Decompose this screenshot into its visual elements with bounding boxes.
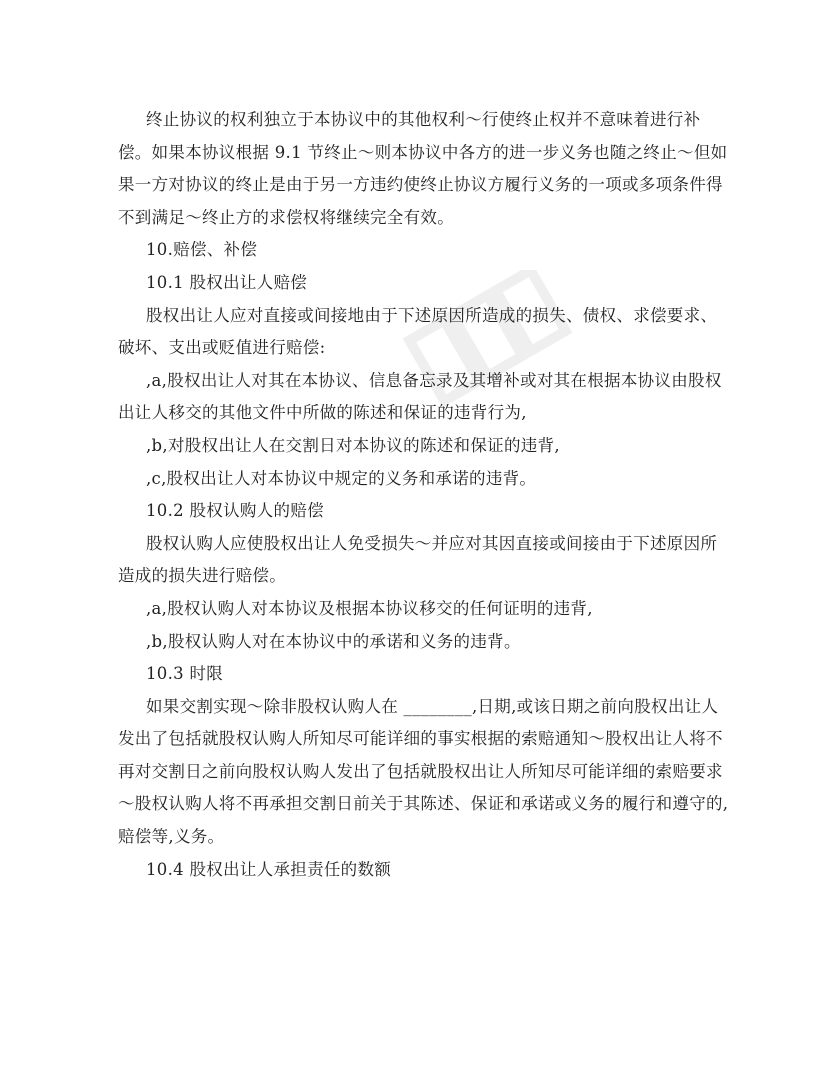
list-item: ,a,股权出让人对其在本协议、信息备忘录及其增补或对其在根据本协议由股权 — [146, 370, 722, 390]
document-body — [118, 104, 729, 886]
subsection-heading: 10.2 股权认购人的赔偿 — [146, 501, 324, 521]
paragraph-line: 破坏、支出或贬值进行赔偿: — [118, 338, 326, 358]
paragraph-line: 如果交割实现～除非股权认购人在 ________,日期,或该日期之前向股权出让人 — [146, 696, 719, 716]
paragraph-line: 终止协议的权利独立于本协议中的其他权利～行使终止权并不意味着进行补 — [146, 110, 701, 129]
list-item: ,c,股权出让人对本协议中规定的义务和承诺的违背。 — [146, 468, 537, 488]
paragraph-line: 再对交割日之前向股权认购人发出了包括就股权出让人所知尽可能详细的索赔要求 — [118, 761, 723, 781]
subsection-heading: 10.3 时限 — [146, 664, 224, 684]
section-heading: 10.赔偿、补偿 — [146, 240, 258, 260]
paragraph-line: 股权出让人应对直接或间接地由于下述原因所造成的损失、债权、求偿要求、 — [146, 305, 718, 325]
subsection-heading: 10.4 股权出让人承担责任的数额 — [146, 859, 392, 879]
paragraph-line: 赔偿等,义务。 — [118, 827, 225, 847]
paragraph-line: 偿。如果本协议根据 9.1 节终止～则本协议中各方的进一步义务也随之终止～但如 — [118, 142, 728, 162]
list-item: ,b,股权认购人对在本协议中的承诺和义务的违背。 — [146, 631, 521, 651]
subsection-heading: 10.1 股权出让人赔偿 — [146, 272, 308, 292]
list-item: ,a,股权认购人对本协议及根据本协议移交的任何证明的违背, — [146, 598, 593, 618]
paragraph-line: ～股权认购人将不再承担交割日前关于其陈述、保证和承诺或义务的履行和遵守的, — [118, 794, 729, 814]
list-item-continuation: 出让人移交的其他文件中所做的陈述和保证的违背行为, — [118, 403, 527, 423]
list-item: ,b,对股权出让人在交割日对本协议的陈述和保证的违背, — [146, 435, 560, 455]
paragraph-line: 果一方对协议的终止是由于另一方违约使终止协议方履行义务的一项或多项条件得 — [118, 175, 723, 195]
paragraph-line: 发出了包括就股权认购人所知尽可能详细的事实根据的索赔通知～股权出让人将不 — [118, 729, 723, 749]
paragraph-line: 不到满足～终止方的求偿权将继续完全有效。 — [118, 207, 454, 227]
paragraph-line: 股权认购人应使股权出让人免受损失～并应对其因直接或间接由于下述原因所 — [146, 533, 718, 553]
paragraph-line: 造成的损失进行赔偿。 — [118, 566, 286, 586]
